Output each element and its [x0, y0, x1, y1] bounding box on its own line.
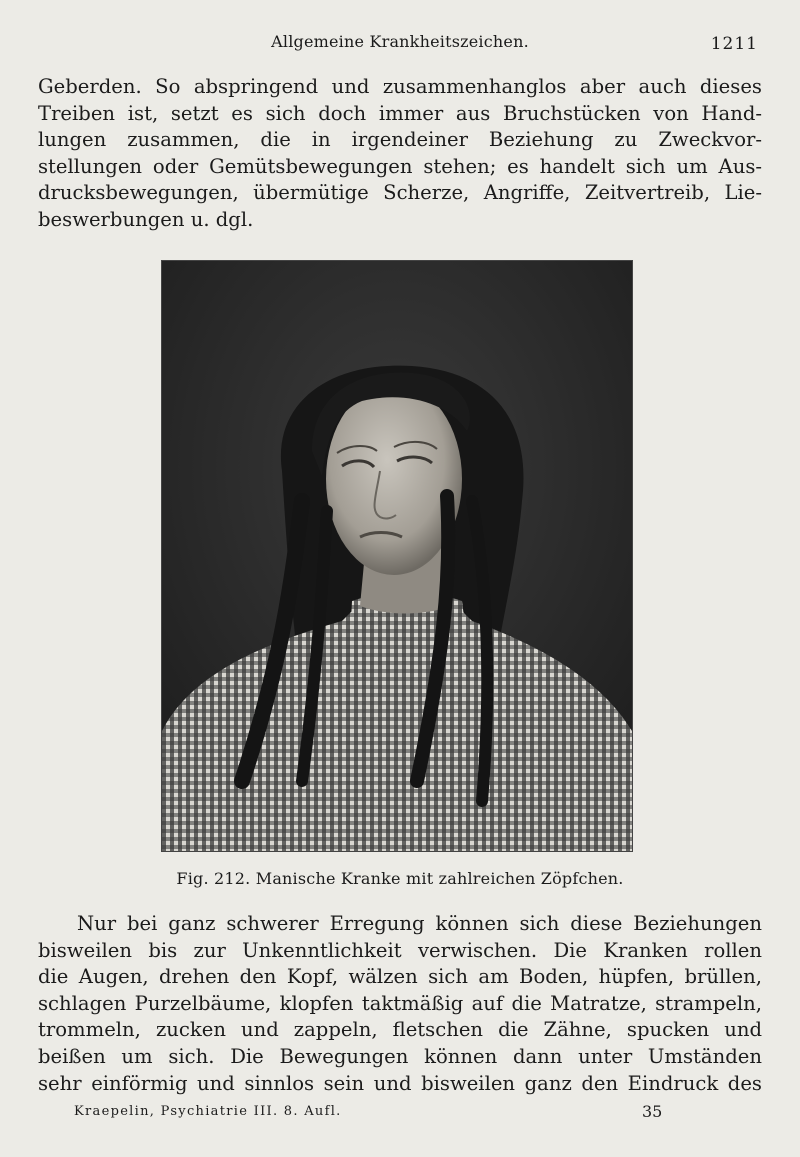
- text-line: Treiben ist, setzt es sich doch immer aus Bruchstücken von Hand-: [38, 101, 762, 125]
- page-number: 1211: [710, 34, 758, 54]
- running-head: [38, 28, 762, 58]
- footer-source: Kraepelin, Psychiatrie III. 8. Aufl.: [74, 1104, 342, 1119]
- paragraph-2: [38, 911, 762, 1097]
- text-line: schlagen Purzelbäume, klopfen taktmäßig auf die Matratze, strampeln,: [38, 991, 762, 1015]
- figure-caption: Fig. 212. Manische Kranke mit zahlreichen Zöpfchen.: [176, 869, 624, 888]
- text-line: die Augen, drehen den Kopf, wälzen sich am Boden, hüpfen, brüllen,: [38, 965, 762, 989]
- text-line: beißen um sich. Die Bewegungen können dann unter Umständen: [38, 1044, 762, 1068]
- portrait-photograph: [161, 260, 633, 852]
- sheet-signature: 35: [642, 1102, 663, 1121]
- text-line: stellungen oder Gemütsbewegungen stehen; es handelt sich um Aus-: [38, 154, 762, 178]
- page-footer: [74, 1104, 674, 1126]
- running-title: Allgemeine Krankheitszeichen.: [271, 32, 529, 51]
- text-line: bisweilen bis zur Unkenntlichkeit verwischen. Die Kranken rollen: [38, 938, 762, 962]
- text-line: Nur bei ganz schwerer Erregung können sich diese Beziehungen: [77, 912, 762, 935]
- text-line: lungen zusammen, die in irgendeiner Beziehung zu Zweckvor-: [38, 128, 762, 152]
- paragraph-1: [38, 74, 762, 234]
- text-line: beswerbungen u. dgl.: [38, 207, 254, 231]
- text-line: sehr einförmig und sinnlos sein und bisweilen ganz den Eindruck des: [38, 1071, 762, 1095]
- text-line: drucksbewegungen, übermütige Scherze, Angriffe, Zeitvertreib, Lie-: [38, 181, 762, 205]
- portrait-image: [162, 261, 632, 851]
- text-line: trommeln, zucken und zappeln, fletschen die Zähne, spucken und: [38, 1018, 762, 1042]
- text-line: Geberden. So abspringend und zusammenhanglos aber auch dieses: [38, 75, 762, 98]
